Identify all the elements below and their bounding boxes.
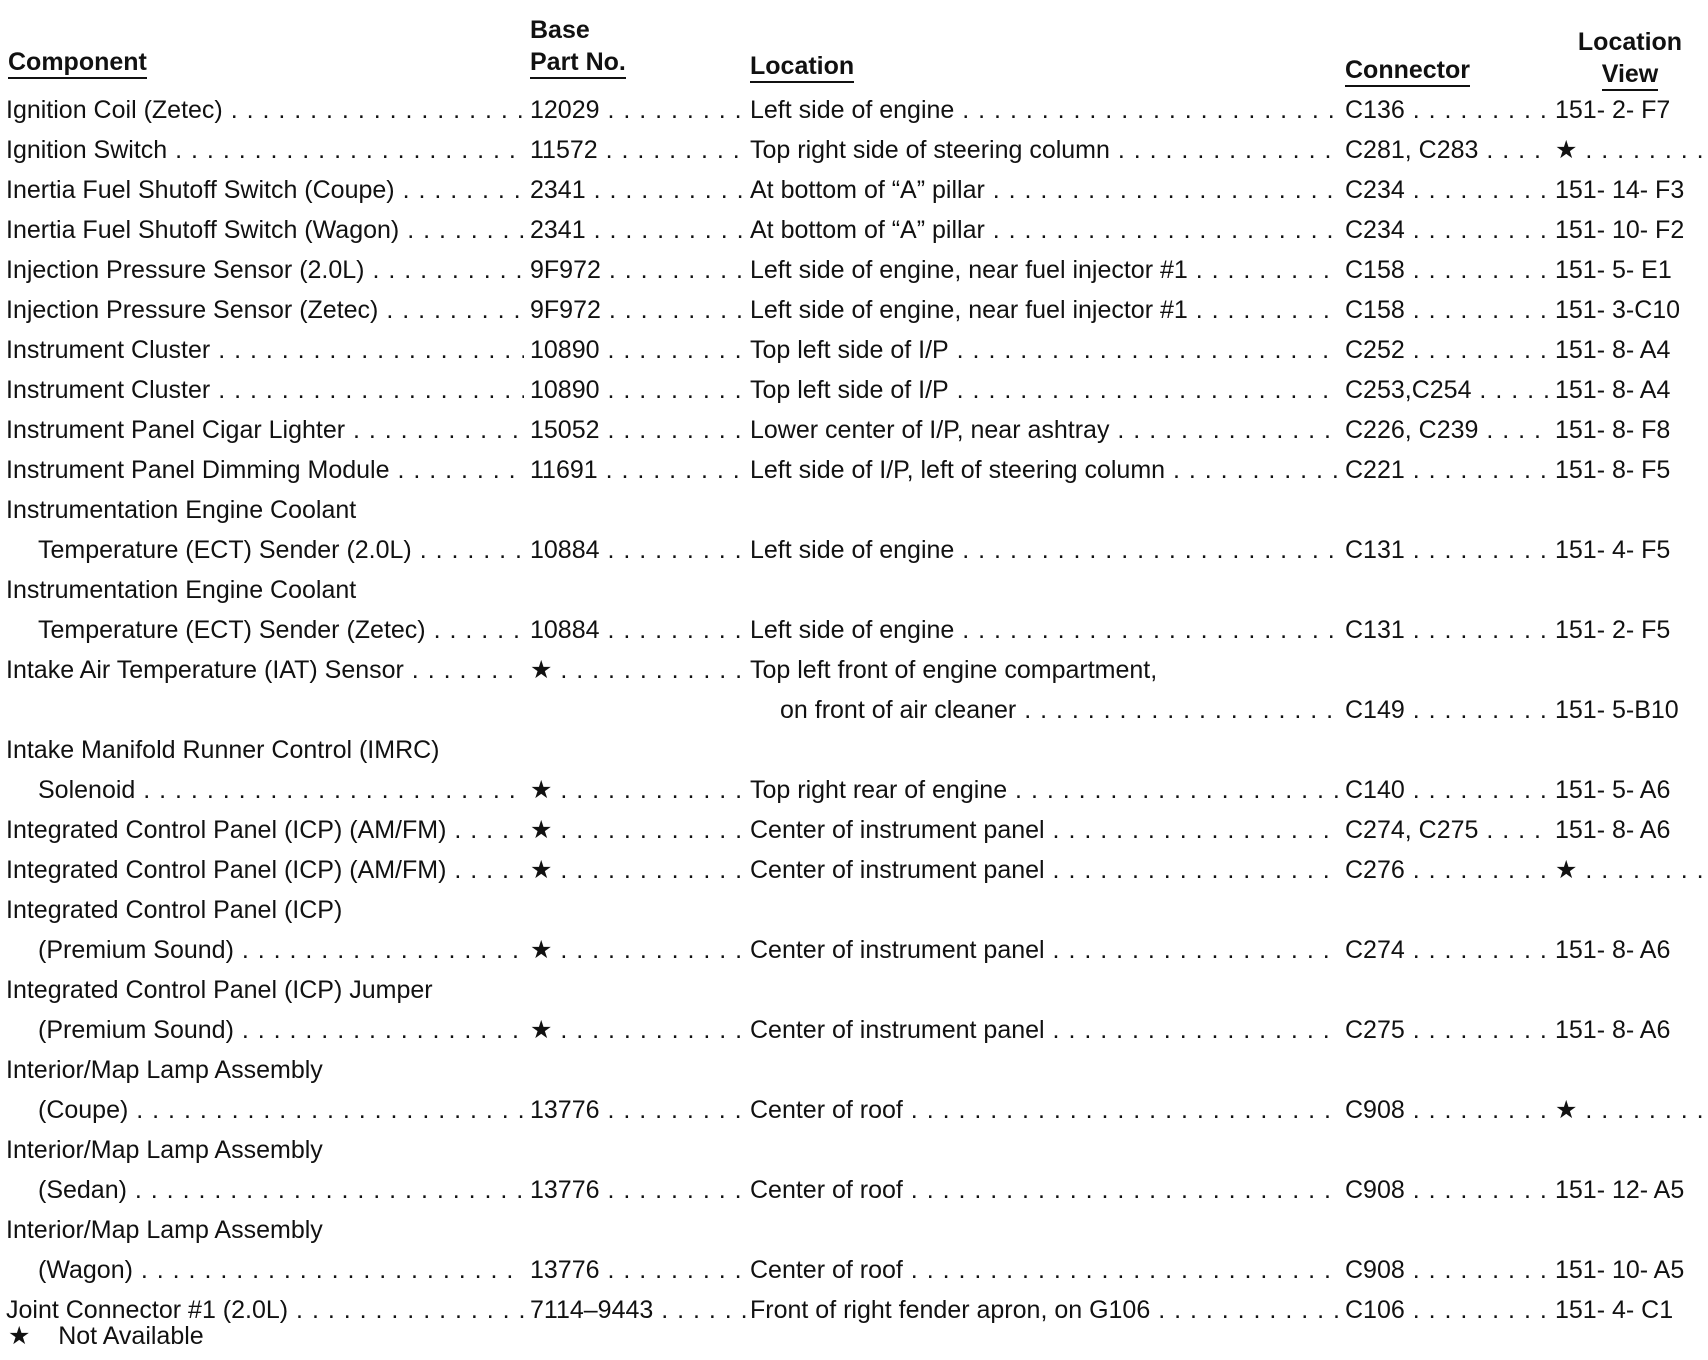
location-view-cell: 151- 8- F5: [1555, 456, 1671, 484]
connector-cell: C149 . . .: [1345, 690, 1551, 730]
part-number-cell: 9F972 . . .: [530, 250, 750, 290]
part-number-cell: 7114–9443 . . .: [530, 1290, 750, 1330]
table-row: [0, 450, 1708, 490]
component-cell: Integrated Control Panel (ICP) (AM/FM) . . .: [6, 810, 524, 850]
location-view-cell: 151- 8- A4: [1555, 376, 1671, 404]
part-number-cell: 2341 . . .: [530, 170, 750, 210]
component-cell: (Premium Sound) . . .: [38, 930, 524, 970]
table-row: [0, 530, 1708, 570]
location-view-cell: ★ . . .: [1555, 850, 1705, 890]
location-view-cell: 151- 8- A4: [1555, 336, 1671, 364]
component-cell-line1: Interior/Map Lamp Assembly: [6, 1056, 323, 1084]
connector-cell: C234 . . .: [1345, 210, 1551, 250]
part-number-cell: ★ . . .: [530, 650, 750, 690]
table-row: [0, 170, 1708, 210]
component-cell: Integrated Control Panel (ICP) (AM/FM) . . .: [6, 850, 524, 890]
location-cell: Top left side of I/P . . .: [750, 370, 1340, 410]
location-view-cell: 151- 4- C1: [1555, 1296, 1674, 1324]
table-row: [0, 1170, 1708, 1210]
connector-cell: C908 . . .: [1345, 1170, 1551, 1210]
connector-cell: C253,C254 . . .: [1345, 370, 1551, 410]
location-view-cell: 151- 2- F5: [1555, 616, 1671, 644]
component-cell: Instrument Cluster . . .: [6, 330, 524, 370]
component-cell: Inertia Fuel Shutoff Switch (Coupe) . . .: [6, 170, 524, 210]
part-number-cell: ★ . . .: [530, 1010, 750, 1050]
component-cell-line1: Interior/Map Lamp Assembly: [6, 1136, 323, 1164]
connector-cell: C275 . . .: [1345, 1010, 1551, 1050]
footnote: [8, 1318, 204, 1354]
location-cell: At bottom of “A” pillar . . .: [750, 210, 1340, 250]
connector-cell: C274 . . .: [1345, 930, 1551, 970]
location-cell: Front of right fender apron, on G106 . . .: [750, 1290, 1340, 1330]
location-cell: Top right side of steering column . . .: [750, 130, 1340, 170]
table-row: [0, 1010, 1708, 1050]
table-row: [0, 130, 1708, 170]
component-cell: Instrument Cluster . . .: [6, 370, 524, 410]
table-row: [0, 810, 1708, 850]
table-row: [0, 930, 1708, 970]
connector-cell: C131 . . .: [1345, 610, 1551, 650]
part-number-cell: 11572 . . .: [530, 130, 750, 170]
table-row-continued-header: [0, 1050, 1708, 1090]
header-connector-label: Connector: [1345, 56, 1470, 87]
table-row: [0, 290, 1708, 330]
component-cell: Instrument Panel Cigar Lighter . . .: [6, 410, 524, 450]
header-base-part-line2: Part No.: [530, 48, 626, 79]
connector-cell: C252 . . .: [1345, 330, 1551, 370]
part-number-cell: 13776 . . .: [530, 1090, 750, 1130]
location-view-cell: 151- 14- F3: [1555, 176, 1685, 204]
component-cell: Instrument Panel Dimming Module . . .: [6, 450, 524, 490]
connector-cell: C226, C239 . . .: [1345, 410, 1551, 450]
header-component-label: Component: [8, 48, 147, 79]
connector-cell: C140 . . .: [1345, 770, 1551, 810]
location-cell: Center of roof . . .: [750, 1090, 1340, 1130]
location-cell: Center of instrument panel . . .: [750, 930, 1340, 970]
location-view-cell: 151- 4- F5: [1555, 536, 1671, 564]
location-view-cell: 151- 10- A5: [1555, 1256, 1685, 1284]
table-row: [0, 210, 1708, 250]
component-cell-line1: Instrumentation Engine Coolant: [6, 496, 357, 524]
location-cell: Left side of engine, near fuel injector #1 . . .: [750, 250, 1340, 290]
connector-cell: C131 . . .: [1345, 530, 1551, 570]
table-row-continued-header: [0, 1210, 1708, 1250]
header-base-part-line1: Base: [530, 16, 590, 44]
header-location-view-line2: View: [1602, 60, 1659, 91]
part-number-cell: 13776 . . .: [530, 1250, 750, 1290]
part-number-cell: 12029 . . .: [530, 90, 750, 130]
location-cell: Center of roof . . .: [750, 1170, 1340, 1210]
location-view-cell: 151- 5-B10: [1555, 696, 1679, 724]
connector-cell: C281, C283 . . .: [1345, 130, 1551, 170]
component-cell: Ignition Switch . . .: [6, 130, 524, 170]
header-location-view-line1: Location: [1577, 28, 1683, 56]
component-cell: Temperature (ECT) Sender (Zetec) . . .: [38, 610, 524, 650]
table-row: [0, 1290, 1708, 1330]
part-number-cell: 2341 . . .: [530, 210, 750, 250]
component-cell: Injection Pressure Sensor (Zetec) . . .: [6, 290, 524, 330]
table-row-continued-header: [0, 890, 1708, 930]
location-cell: Top left side of I/P . . .: [750, 330, 1340, 370]
part-number-cell: ★ . . .: [530, 810, 750, 850]
part-number-cell: ★ . . .: [530, 850, 750, 890]
table-row: [0, 370, 1708, 410]
table-row-continued-header: [0, 730, 1708, 770]
location-cell: Center of instrument panel . . .: [750, 850, 1340, 890]
connector-cell: C158 . . .: [1345, 290, 1551, 330]
part-number-cell: 10890 . . .: [530, 330, 750, 370]
location-cell: Left side of engine . . .: [750, 530, 1340, 570]
location-view-cell: 151- 5- E1: [1555, 256, 1672, 284]
table-row: [0, 1090, 1708, 1130]
part-number-cell: ★ . . .: [530, 770, 750, 810]
location-cell: Left side of I/P, left of steering column . . .: [750, 450, 1340, 490]
component-cell: Ignition Coil (Zetec) . . .: [6, 90, 524, 130]
component-cell: (Wagon) . . .: [38, 1250, 524, 1290]
component-cell-line1: Intake Manifold Runner Control (IMRC): [6, 736, 440, 764]
table-row: [0, 650, 1708, 690]
connector-cell: C158 . . .: [1345, 250, 1551, 290]
location-cell: At bottom of “A” pillar . . .: [750, 170, 1340, 210]
table-row: [0, 90, 1708, 130]
component-cell: Injection Pressure Sensor (2.0L) . . .: [6, 250, 524, 290]
component-cell: (Premium Sound) . . .: [38, 1010, 524, 1050]
table-row: [0, 850, 1708, 890]
table-row: [0, 250, 1708, 290]
location-cell: Center of instrument panel . . .: [750, 810, 1340, 850]
part-number-cell: 13776 . . .: [530, 1170, 750, 1210]
footnote-text: Not Available: [58, 1322, 204, 1350]
connector-cell: C908 . . .: [1345, 1250, 1551, 1290]
component-cell: Intake Air Temperature (IAT) Sensor . . .: [6, 650, 524, 690]
connector-cell: C136 . . .: [1345, 90, 1551, 130]
location-view-cell: 151- 8- F8: [1555, 416, 1671, 444]
component-cell-line1: Instrumentation Engine Coolant: [6, 576, 357, 604]
location-cell: Left side of engine . . .: [750, 90, 1340, 130]
component-cell-line1: Interior/Map Lamp Assembly: [6, 1216, 323, 1244]
part-number-cell: 10890 . . .: [530, 370, 750, 410]
header-location-label: Location: [750, 52, 854, 83]
location-view-cell: 151- 12- A5: [1555, 1176, 1685, 1204]
part-number-cell: 11691 . . .: [530, 450, 750, 490]
table-row-continued-header: [0, 1130, 1708, 1170]
star-icon: ★: [8, 1322, 31, 1350]
location-cell: Left side of engine, near fuel injector #1 . . .: [750, 290, 1340, 330]
location-view-cell: ★ . . .: [1555, 1090, 1705, 1130]
part-number-cell: 10884 . . .: [530, 610, 750, 650]
table-row: [0, 610, 1708, 650]
location-view-cell: 151- 8- A6: [1555, 816, 1671, 844]
location-view-cell: 151- 5- A6: [1555, 776, 1671, 804]
table-row-continued-header: [0, 490, 1708, 530]
component-cell: (Coupe) . . .: [38, 1090, 524, 1130]
component-cell-line1: Integrated Control Panel (ICP) Jumper: [6, 976, 433, 1004]
connector-cell: C274, C275 . . .: [1345, 810, 1551, 850]
part-number-cell: 15052 . . .: [530, 410, 750, 450]
location-cell: Top right rear of engine . . .: [750, 770, 1340, 810]
component-cell: Temperature (ECT) Sender (2.0L) . . .: [38, 530, 524, 570]
location-view-cell: 151- 8- A6: [1555, 936, 1671, 964]
part-number-cell: 10884 . . .: [530, 530, 750, 570]
connector-cell: C276 . . .: [1345, 850, 1551, 890]
table-row: [0, 330, 1708, 370]
connector-cell: C106 . . .: [1345, 1290, 1551, 1330]
location-view-cell: ★ . . .: [1555, 130, 1705, 170]
component-cell-line1: Integrated Control Panel (ICP): [6, 896, 343, 924]
location-cell: Center of roof . . .: [750, 1250, 1340, 1290]
part-number-cell: 9F972 . . .: [530, 290, 750, 330]
table-row-continued-header: [0, 570, 1708, 610]
table-row-continuation: [0, 690, 1708, 730]
connector-cell: C221 . . .: [1345, 450, 1551, 490]
table-row: [0, 770, 1708, 810]
location-cell: Lower center of I/P, near ashtray . . .: [750, 410, 1340, 450]
component-cell: Solenoid . . .: [38, 770, 524, 810]
connector-cell: C234 . . .: [1345, 170, 1551, 210]
location-cell-line2: on front of air cleaner . . .: [780, 690, 1340, 730]
location-view-cell: 151- 2- F7: [1555, 96, 1671, 124]
location-view-cell: 151- 10- F2: [1555, 216, 1685, 244]
table-row-continued-header: [0, 970, 1708, 1010]
location-cell: Center of instrument panel . . .: [750, 1010, 1340, 1050]
part-number-cell: ★ . . .: [530, 930, 750, 970]
table-row: [0, 410, 1708, 450]
location-view-cell: 151- 3-C10: [1555, 296, 1681, 324]
component-cell: Joint Connector #1 (2.0L) . . .: [6, 1290, 524, 1330]
location-view-cell: 151- 8- A6: [1555, 1016, 1671, 1044]
component-cell: Inertia Fuel Shutoff Switch (Wagon) . . .: [6, 210, 524, 250]
table-row: [0, 1250, 1708, 1290]
connector-cell: C908 . . .: [1345, 1090, 1551, 1130]
location-cell: Left side of engine . . .: [750, 610, 1340, 650]
location-cell: Top left front of engine compartment,: [750, 656, 1158, 684]
component-cell: (Sedan) . . .: [38, 1170, 524, 1210]
